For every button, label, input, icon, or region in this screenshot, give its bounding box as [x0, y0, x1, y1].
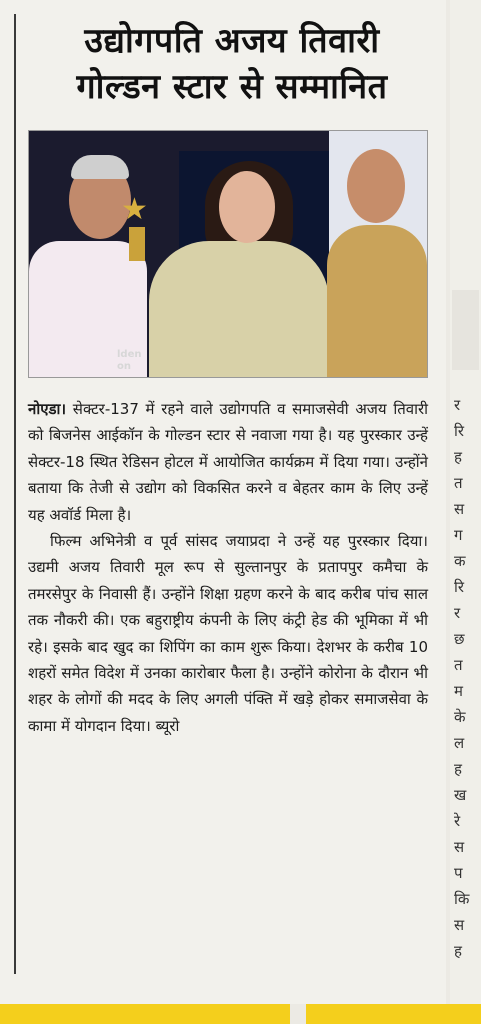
adjacent-column-fragment: रि: [454, 422, 465, 440]
adjacent-column-fragment: र: [454, 604, 461, 622]
adjacent-column-fragment: कि: [454, 890, 470, 908]
person-center-head: [219, 171, 275, 243]
article-paragraph-1: [28, 396, 428, 528]
photo-backdrop-text-1: lden: [117, 349, 142, 360]
headline-line-2: गोल्डन स्टार से सम्मानित: [76, 67, 388, 107]
paragraph-1-text: सेक्टर-137 में रहने वाले उद्योगपति व समाजसेवी अजय तिवारी को बिजनेस आईकॉन के गोल्डन स्टार से नवाजा गया है। यह पुरस्कार उन्हें सेक्टर-18 स्थित रेडिसन होटल में आयोजित कार्यक्रम में दिया गया। उन्होंने बताया कि तेजी से उद्योग को विकसित करने व बेहतर काम के लिए उन्हें यह अवॉर्ड मिला है।: [28, 400, 428, 524]
headline-line-1: उद्योगपति अजय तिवारी: [84, 21, 380, 61]
adjacent-column-fragment: स: [454, 500, 465, 518]
photo-backdrop-text-2: on: [117, 361, 131, 372]
adjacent-column-fragment: त: [454, 656, 463, 674]
adjacent-column-fragment: ग: [454, 526, 463, 544]
article-body: [28, 396, 428, 739]
adjacent-column-fragment: छ: [454, 630, 465, 648]
adjacent-column-fragment: र: [454, 396, 461, 414]
footer-bar-gap: [290, 1004, 306, 1024]
footer-color-bar: [0, 1004, 481, 1024]
adjacent-column-fragment: ह: [454, 760, 462, 778]
column-rule: [14, 14, 16, 974]
adjacent-column-fragment: ल: [454, 734, 465, 752]
article-paragraph-2: फिल्म अभिनेत्री व पूर्व सांसद जयाप्रदा ने उन्हें यह पुरस्कार दिया। उद्यमी अजय तिवारी मूल रूप से सुल्तानपुर के प्रतापपुर कमैचा के तमरसेपुर के निवासी हैं। उन्होंने शिक्षा ग्रहण करने के बाद करीब पांच साल तक नौकरी की। एक बहुराष्ट्रीय कंपनी के लिए कंट्री हेड की भूमिका में भी रहे। इसके बाद खुद का शिपिंग का काम शुरू किया। देशभर के करीब 10 शहरों समेत विदेश में उनका कारोबार फैला है। उन्होंने कोरोना के दौरान भी शहर के लोगों की मदद के लिए अगली पंक्ति में खड़े होकर समाजसेवा के कामा में योगदान दिया। ब्यूरो: [28, 532, 428, 735]
adjacent-column-fragment: क: [454, 552, 466, 570]
person-left-hair: [71, 155, 129, 179]
trophy-base: [129, 227, 145, 261]
adjacent-column-image: [452, 290, 479, 370]
person-right-head: [347, 149, 405, 223]
adjacent-column-fragment: ह: [454, 942, 462, 960]
photo-backdrop-text: [117, 349, 177, 373]
star-trophy-icon: ★: [121, 192, 148, 227]
adjacent-column-fragment: के: [454, 708, 466, 726]
headline: [22, 18, 442, 110]
award-photo: [28, 130, 428, 378]
dateline: नोएडा।: [28, 400, 67, 418]
adjacent-column-fragment: ख: [454, 786, 467, 804]
adjacent-column-fragment: स: [454, 916, 465, 934]
adjacent-column-fragment: रे: [454, 812, 461, 830]
person-right-body: [327, 225, 427, 377]
adjacent-column-fragment: म: [454, 682, 463, 700]
adjacent-column: [450, 0, 481, 1004]
adjacent-column-fragment: स: [454, 838, 465, 856]
adjacent-column-fragment: रि: [454, 578, 465, 596]
adjacent-column-fragment: प: [454, 864, 463, 882]
adjacent-column-fragment: ह: [454, 448, 462, 466]
adjacent-column-fragment: त: [454, 474, 463, 492]
